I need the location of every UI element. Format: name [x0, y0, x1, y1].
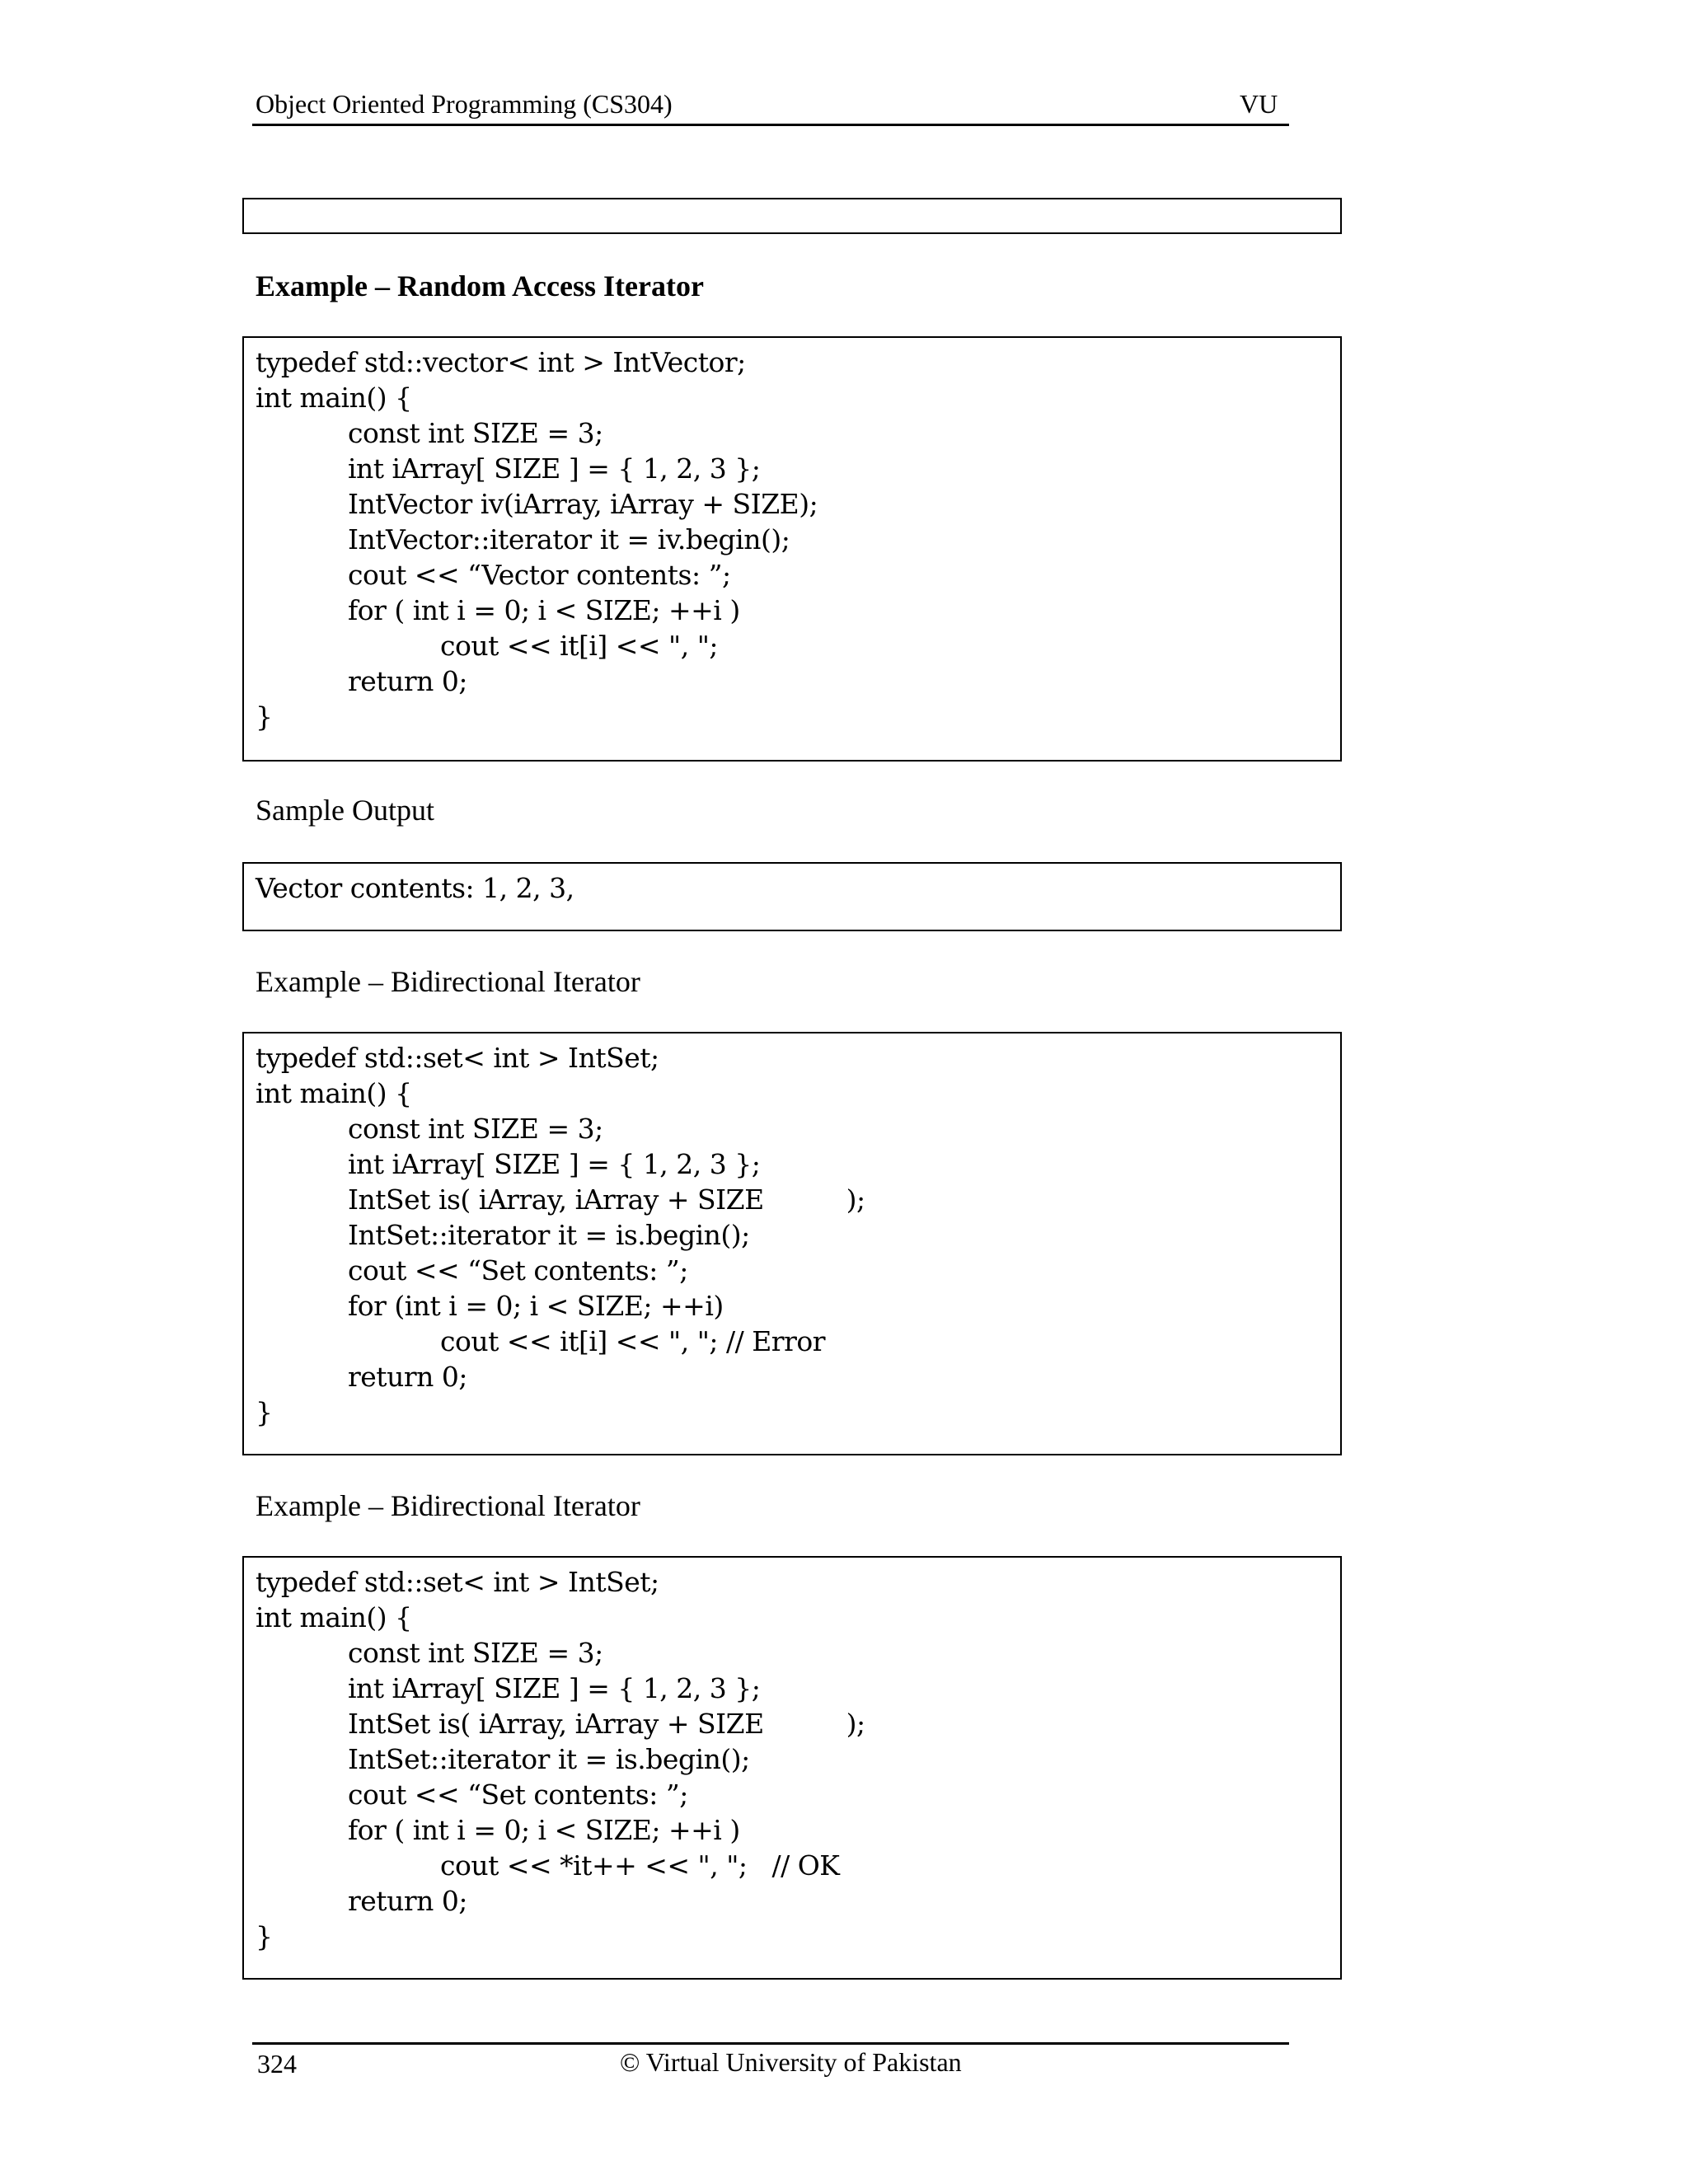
code-line: int main() {	[256, 382, 412, 414]
code-line: int iArray[ SIZE ] = { 1, 2, 3 };	[348, 1148, 761, 1180]
code-line: return 0;	[348, 1885, 467, 1917]
code-block-random-access	[242, 336, 1342, 762]
code-line: IntSet is( iArray, iArray + SIZE );	[348, 1708, 865, 1740]
code-line: for ( int i = 0; i < SIZE; ++i )	[348, 1814, 740, 1846]
section-heading-random-access: Example – Random Access Iterator	[256, 269, 704, 302]
code-line: }	[256, 1920, 273, 1952]
code-block-bidirectional-error	[242, 1032, 1342, 1455]
header-course-title: Object Oriented Programming (CS304)	[256, 89, 673, 119]
code-line: IntSet is( iArray, iArray + SIZE );	[348, 1183, 865, 1216]
code-line: cout << *it++ << ", "; // OK	[440, 1849, 840, 1882]
code-block-bidirectional-ok	[242, 1556, 1342, 1980]
code-line: typedef std::vector< int > IntVector;	[256, 346, 746, 378]
code-line: IntVector::iterator it = iv.begin();	[348, 523, 790, 555]
code-line: return 0;	[348, 1361, 467, 1393]
code-lines	[244, 338, 1340, 741]
code-line: for ( int i = 0; i < SIZE; ++i )	[348, 594, 740, 626]
code-line: typedef std::set< int > IntSet;	[256, 1566, 659, 1598]
code-lines	[244, 1558, 1340, 1961]
code-line: for (int i = 0; i < SIZE; ++i)	[348, 1290, 724, 1322]
footer-divider	[252, 2042, 1289, 2045]
code-line: }	[256, 1396, 273, 1428]
header-vu-label: VU	[1240, 89, 1278, 119]
empty-code-box	[242, 198, 1342, 234]
code-line: IntSet::iterator it = is.begin();	[348, 1743, 750, 1775]
code-lines	[244, 864, 1340, 912]
sample-output-heading: Sample Output	[256, 794, 434, 827]
code-line: cout << it[i] << ", "; // Error	[440, 1325, 825, 1357]
code-line: IntVector iv(iArray, iArray + SIZE);	[348, 488, 818, 520]
code-line: int main() {	[256, 1077, 412, 1109]
code-line: cout << “Set contents: ”;	[348, 1779, 688, 1811]
footer-copyright: © Virtual University of Pakistan	[620, 2047, 962, 2077]
sample-output-box	[242, 862, 1342, 931]
code-line: IntSet::iterator it = is.begin();	[348, 1219, 750, 1251]
code-line: cout << it[i] << ", ";	[440, 630, 718, 662]
code-lines	[244, 1033, 1340, 1436]
header-divider	[252, 124, 1289, 126]
code-line: }	[256, 701, 273, 733]
code-line: const int SIZE = 3;	[348, 1113, 603, 1145]
code-line: const int SIZE = 3;	[348, 417, 603, 449]
code-line: Vector contents: 1, 2, 3,	[256, 872, 574, 904]
code-line: cout << “Set contents: ”;	[348, 1254, 688, 1286]
section-heading-bidirectional-ok: Example – Bidirectional Iterator	[256, 1489, 640, 1522]
code-line: return 0;	[348, 665, 467, 697]
code-line: int iArray[ SIZE ] = { 1, 2, 3 };	[348, 452, 761, 485]
code-line: int iArray[ SIZE ] = { 1, 2, 3 };	[348, 1672, 761, 1704]
section-heading-bidirectional-error: Example – Bidirectional Iterator	[256, 965, 640, 998]
code-line: cout << “Vector contents: ”;	[348, 559, 731, 591]
code-line: const int SIZE = 3;	[348, 1637, 603, 1669]
code-line: int main() {	[256, 1601, 412, 1633]
footer-page-number: 324	[257, 2049, 297, 2079]
code-line: typedef std::set< int > IntSet;	[256, 1042, 659, 1074]
